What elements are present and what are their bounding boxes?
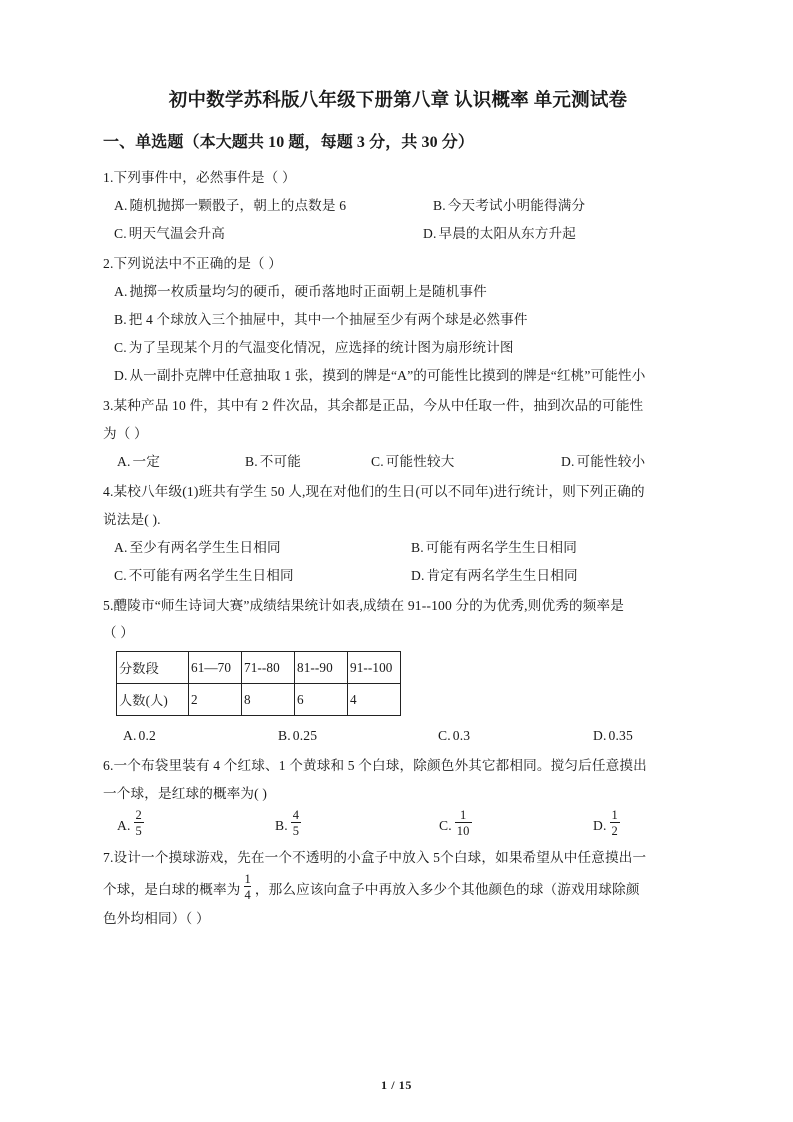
question-2-stem: 2.下列说法中不正确的是（ ） [103,256,282,272]
question-7-stem-line-2-pre: 个球，是白球的概率为 [103,881,241,897]
page-footer: 1 / 15 [381,1078,412,1092]
question-1-option-d[interactable]: D. 早晨的太阳从东方升起 [423,226,576,242]
question-4-option-b[interactable]: B. 可能有两名学生生日相同 [411,539,577,555]
question-5-option-row-1 [103,722,693,750]
question-2-option-row-1 [103,278,693,306]
question-6-option-row-1 [103,808,693,842]
table-cell-range-1: 61—70 [189,652,242,684]
question-4-option-a[interactable]: A. 至少有两名学生生日相同 [114,539,281,555]
question-3-option-row-1 [103,448,693,476]
question-3-option-d[interactable]: D. 可能性较小 [561,453,646,469]
fraction-one-quarter: $\frac{1}{4}$ [244,871,251,902]
table-cell-count-3: 6 [295,684,348,716]
question-3-stem-line-1: 3.某种产品 10 件，其中有 2 件次品，其余都是正品，今从中任取一件，抽到次品的可能性 [103,398,644,414]
question-1 [103,164,693,248]
question-1-options [103,192,693,248]
table-cell-count-2: 8 [242,684,295,716]
question-7-stem-line-3: 色外均相同）（ ） [103,911,210,927]
question-5-option-b[interactable]: B. 0.25 [278,728,318,744]
question-1-stem: 1.下列事件中，必然事件是（ ） [103,170,296,186]
table-row-counts [117,684,401,716]
question-2-option-c[interactable]: C. 为了呈现某个月的气温变化情况，应选择的统计图为扇形统计图 [114,340,514,356]
question-6 [103,752,693,842]
table-header-count: 人数(人) [117,684,189,716]
question-5 [103,592,693,751]
question-4-stem-line-2: 说法是( ). [103,511,161,527]
question-5-option-a[interactable]: A. 0.2 [123,728,156,744]
question-6-options [103,808,693,842]
question-3 [103,392,693,476]
question-2-option-row-2 [103,306,693,334]
question-3-option-a[interactable]: A. 一定 [117,453,161,469]
question-2-option-d[interactable]: D. 从一副扑克牌中任意抽取 1 张，摸到的牌是“A”的可能性比摸到的牌是“红桃”可能性小 [114,368,646,384]
question-7-stem-line-1: 7.设计一个摸球游戏，先在一个不透明的小盒子中放入 5个白球，如果希望从中任意摸出一 [103,849,647,865]
fraction-one-half: $\frac{1}{2}$ [611,807,618,838]
page-content [103,88,693,935]
table-row-score-ranges [117,652,401,684]
question-6-option-d[interactable]: D. $\frac{1}{2}$ [593,807,618,838]
question-4-option-row-1 [103,534,693,562]
question-4-option-d[interactable]: D. 肯定有两名学生生日相同 [411,567,578,583]
question-5-option-c[interactable]: C. 0.3 [438,728,471,744]
question-7-stem-line-2 [103,872,693,905]
question-6-stem-line-1: 6.一个布袋里装有 4 个红球、1 个黄球和 5 个白球，除颜色外其它都相同。搅匀后任意摸出 [103,758,647,774]
question-5-options [103,722,693,750]
fraction-one-tenth: $\frac{1}{10}$ [456,807,470,838]
question-1-option-a[interactable]: A. 随机抛掷一颗骰子，朝上的点数是 6 [114,198,347,214]
fraction-four-fifths: $\frac{4}{5}$ [292,807,300,838]
question-2-option-row-4 [103,362,693,390]
question-2-option-row-3 [103,334,693,362]
question-3-option-c[interactable]: C. 可能性较大 [371,453,455,469]
score-distribution-table [116,651,401,716]
table-cell-range-4: 91--100 [348,652,401,684]
table-cell-count-4: 4 [348,684,401,716]
question-4-option-row-2 [103,562,693,590]
question-2-option-a[interactable]: A. 抛掷一枚质量均匀的硬币，硬币落地时正面朝上是随机事件 [114,284,487,300]
table-cell-range-3: 81--90 [295,652,348,684]
question-3-options [103,448,693,476]
question-4-option-c[interactable]: C. 不可能有两名学生生日相同 [114,567,294,583]
question-2-options [103,278,693,390]
question-7 [103,844,693,933]
table-cell-count-1: 2 [189,684,242,716]
question-7-stem-line-2-post: ，那么应该向盒子中再放入多少个其他颜色的球（游戏用球除颜 [254,881,640,897]
question-6-stem-line-2: 一个球，是红球的概率为( ) [103,786,268,802]
section-heading-single-choice: 一、单选题（本大题共 10 题，每题 3 分，共 30 分） [103,133,475,151]
fraction-two-fifths: $\frac{2}{5}$ [135,807,142,838]
question-1-option-row-1 [103,192,693,220]
question-4-stem-line-1: 4.某校八年级(1)班共有学生 50 人,现在对他们的生日(可以不同年)进行统计，则下列正确的 [103,483,645,499]
question-6-option-c[interactable]: C. $\frac{1}{10}$ [439,807,470,838]
document-title: 初中数学苏科版八年级下册第八章 认识概率 单元测试卷 [168,91,628,111]
question-2 [103,250,693,390]
table-cell-range-2: 71--80 [242,652,295,684]
question-3-option-b[interactable]: B. 不可能 [245,453,301,469]
table-header-score-range: 分数段 [117,652,189,684]
question-2-option-b[interactable]: B. 把 4 个球放入三个抽屉中，其中一个抽屉至少有两个球是必然事件 [114,312,528,328]
question-1-option-b[interactable]: B. 今天考试小明能得满分 [433,198,586,214]
question-1-option-c[interactable]: C. 明天气温会升高 [114,226,225,242]
question-5-option-d[interactable]: D. 0.35 [593,728,633,744]
question-1-option-row-2 [103,220,693,248]
question-4-options [103,534,693,590]
question-4 [103,478,693,590]
question-5-stem-line-2: （ ） [103,625,135,641]
question-6-option-a[interactable]: A. $\frac{2}{5}$ [117,807,142,838]
question-6-option-b[interactable]: B. $\frac{4}{5}$ [275,807,300,838]
question-3-stem-line-2: 为（ ） [103,425,148,441]
question-5-stem-line-1: 5.醴陵市“师生诗词大赛”成绩结果统计如表,成绩在 91--100 分的为优秀,则优秀的频率是 [103,597,624,613]
